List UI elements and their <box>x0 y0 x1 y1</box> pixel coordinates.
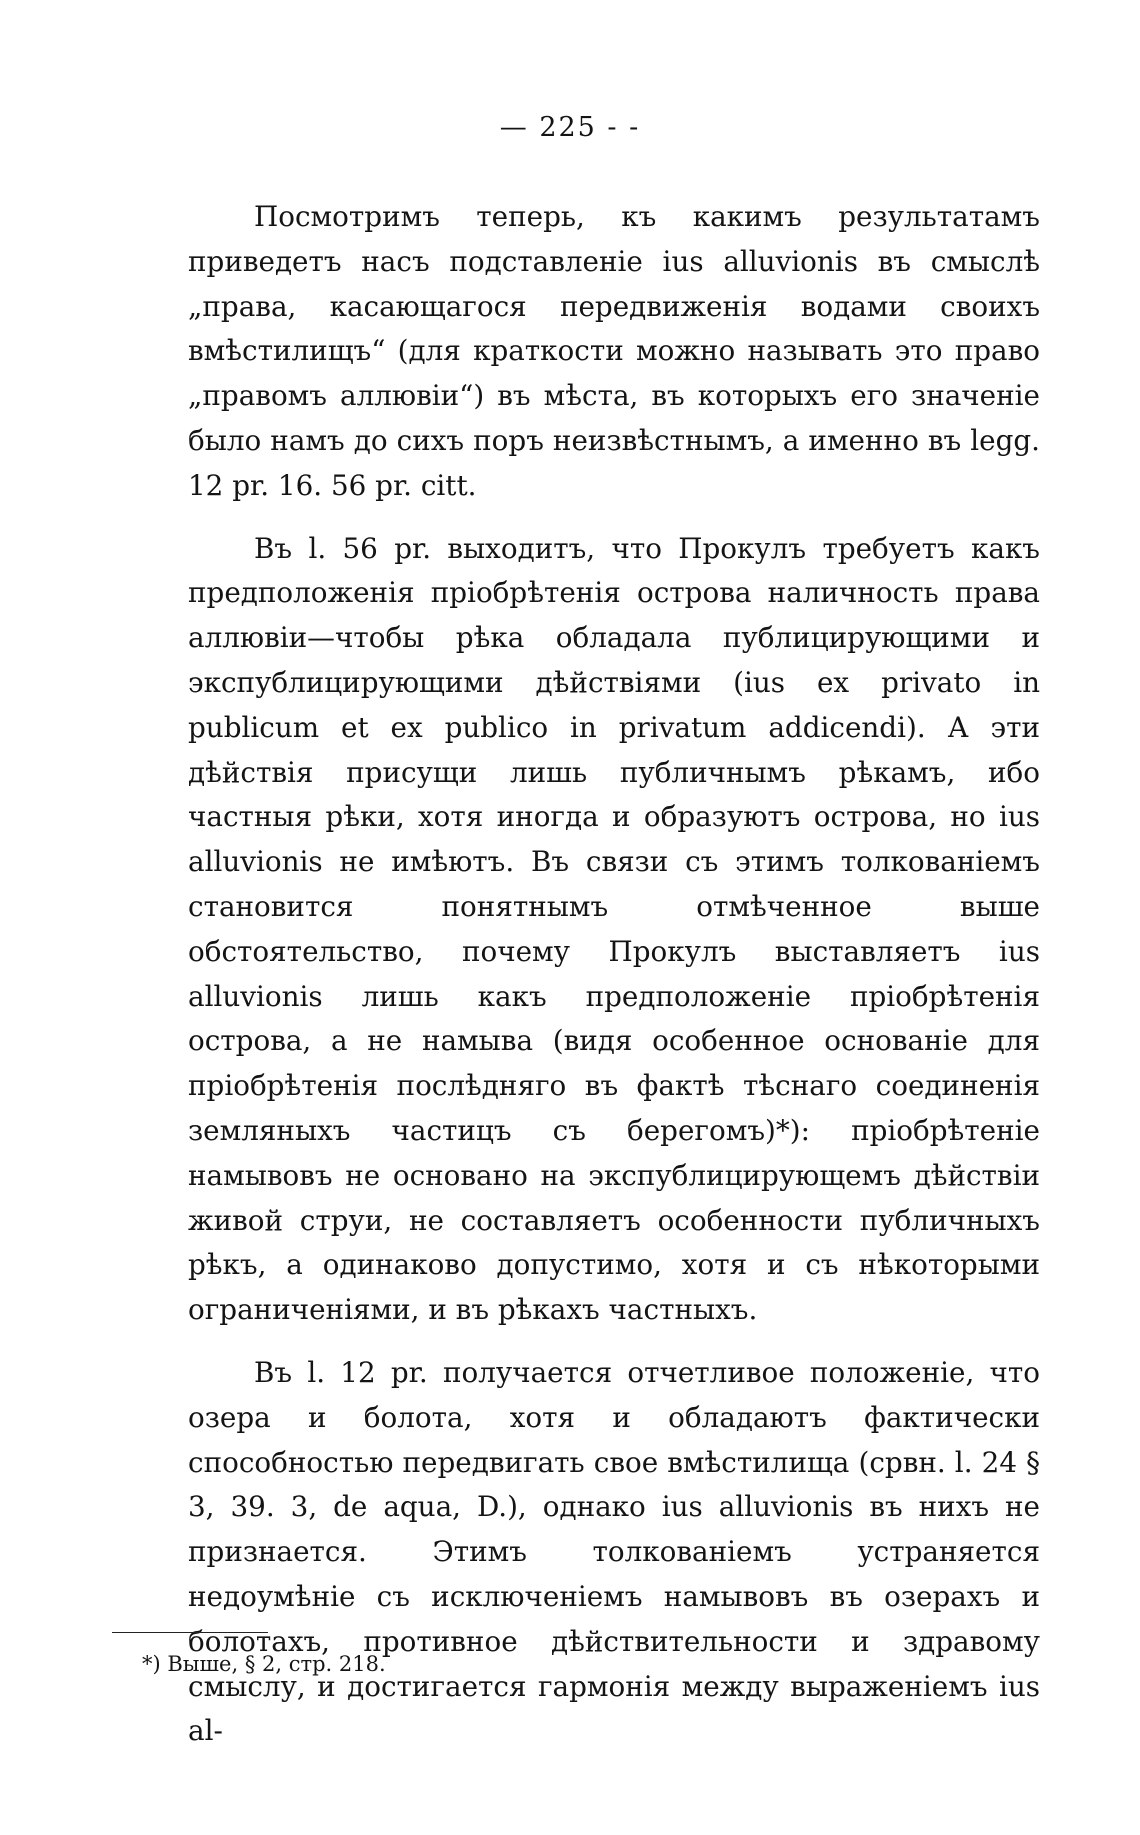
paragraph-1: Посмотримъ теперь, къ какимъ результатамъ приведетъ насъ подставленіе ius alluvionis въ смыслѣ „права, касающагося передвиженія водами своихъ вмѣстилищъ“ (для краткости можно называть это право „правомъ аллювіи“) въ мѣста, въ которыхъ его значеніе было намъ до сихъ поръ неизвѣстнымъ, а именно въ legg. 12 pr. 16. 56 pr. citt. <box>188 200 1040 502</box>
paragraph-3: Въ l. 12 pr. получается отчетливое положеніе, что озера и болота, хотя и обладаютъ фактически способностью передвигать свое вмѣстилища (срвн. l. 24 § 3, 39. 3, de aqua, D.), однако ius alluvionis въ нихъ не признается. Этимъ толкованіемъ устраняется недоумѣніе съ исключеніемъ намывовъ въ озерахъ и болотахъ, противное дѣйствительности и здравому смыслу, и достигается гармонія между выраженіемъ ius al- <box>188 1355 1040 1748</box>
paragraph-2: Въ l. 56 pr. выходитъ, что Прокулъ требуетъ какъ предположенія пріобрѣтенія острова наличность права аллювіи—чтобы рѣка обладала публицирующими и экспублицирующими дѣйствіями (ius ex privato in publicum et ex publico in privatum addicendi). А эти дѣйствія присущи лишь публичнымъ рѣкамъ, ибо частныя рѣки, хотя иногда и образуютъ острова, но ius alluvionis не имѣютъ. Въ связи съ этимъ толкованіемъ становится понятнымъ отмѣченное выше обстоятельство, почему Прокулъ выставляетъ ius alluvionis лишь какъ предположеніе пріобрѣтенія острова, а не намыва (видя особенное основаніе для пріобрѣтенія послѣдняго въ фактѣ тѣснаго соединенія земляныхъ частицъ съ берегомъ)*): пріобрѣтеніе намывовъ не основано на экспублицирующемъ дѣйствіи живой струи, не составляетъ особенности публичныхъ рѣкъ, а одинаково допустимо, хотя и съ нѣкоторыми ограниченіями, и въ рѣкахъ частныхъ. <box>188 531 1040 1327</box>
page-number: — 225 - - <box>499 112 641 143</box>
footnote-divider <box>112 1632 268 1633</box>
body-text <box>188 195 1040 1754</box>
footnote: *) Выше, § 2, стр. 218. <box>142 1652 386 1676</box>
